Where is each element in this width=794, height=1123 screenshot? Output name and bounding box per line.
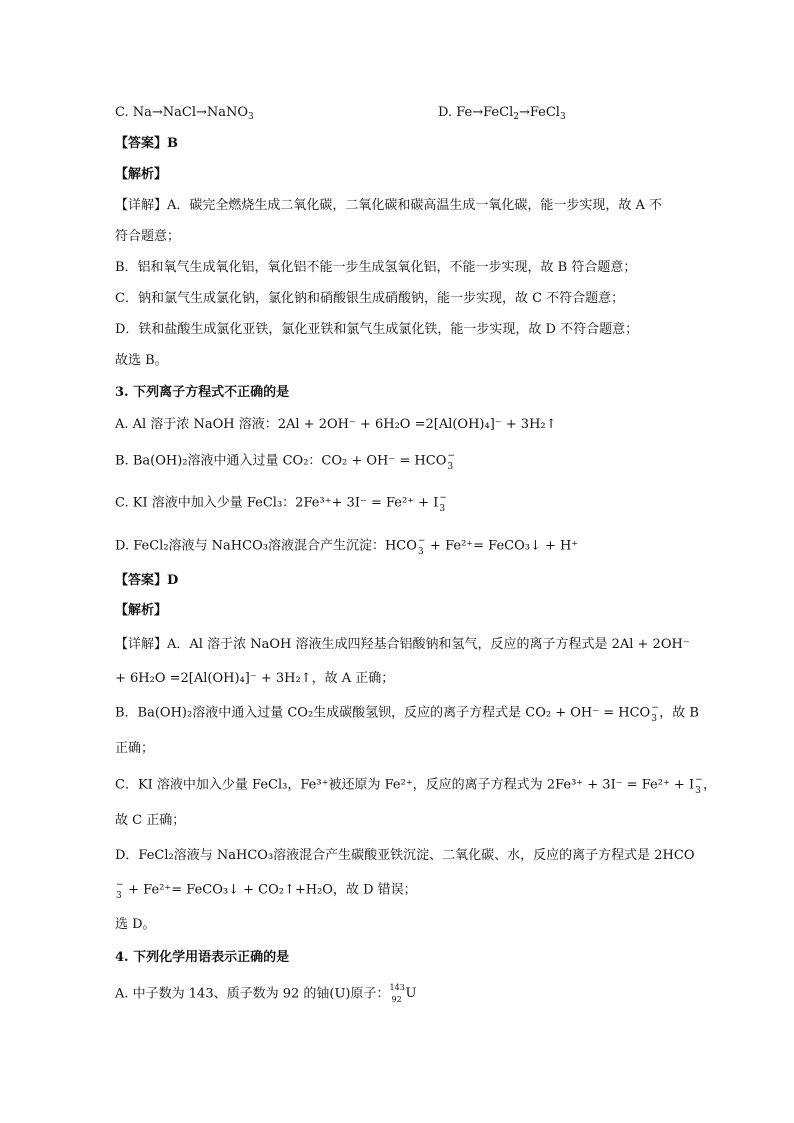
detail-line: B．Ba(OH)₂溶液中通入过量 CO₂生成碳酸氢钡，反应的离子方程式是 CO₂ + OH⁻ = HCO − 3 ，故 B (115, 703, 699, 724)
analysis-label: 【解析】 (115, 603, 168, 618)
option-d: D. FeCl₂溶液与 NaHCO₃溶液混合产生沉淀：HCO − 3 + Fe²⁺= FeCO₃↓ + H⁺ (115, 536, 579, 557)
ion-charge: − 3 (439, 493, 447, 514)
detail-line: C．钠和氯气生成氯化钠，氯化钠和硝酸银生成硝酸钠，能一步实现，故 C 不符合题意； (115, 291, 625, 306)
detail-line: D．FeCl₂溶液与 NaHCO₃溶液混合产生碳酸亚铁沉淀、二氧化碳、水，反应的离子方程式是 2HCO (115, 848, 695, 863)
detail-line: D．铁和盐酸生成氯化亚铁，氯化亚铁和氯气生成氯化铁，能一步实现，故 D 不符合题意； (115, 322, 639, 337)
conclusion: 故选 B。 (115, 353, 168, 368)
ion-charge: − 3 (417, 536, 426, 557)
analysis-label: 【解析】 (115, 167, 168, 182)
detail-line: C．KI 溶液中加入少量 FeCl₃，Fe³⁺被还原为 Fe²⁺，反应的离子方程式为 2Fe³⁺ + 3I⁻ = Fe²⁺ + I − 3 ， (115, 775, 717, 796)
option-c: C. Na→NaCl→NaNO$_3$ (115, 105, 254, 122)
option-a: A. Al 溶于浓 NaOH 溶液：2Al + 2OH⁻ + 6H₂O =2[Al(OH)₄]⁻ + 3H₂↑ (115, 417, 557, 432)
option-d: D. Fe→FeCl$_2$→FeCl$_3$ (438, 105, 566, 122)
ion-charge: − 3 (116, 880, 124, 901)
detail-line: + 6H₂O =2[Al(OH)₄]⁻ + 3H₂↑，故 A 正确； (115, 671, 395, 686)
ion-charge: − 3 (447, 451, 455, 472)
answer-label: 【答案】B (115, 136, 178, 151)
option-b: B. Ba(OH)₂溶液中通入过量 CO₂：CO₂ + OH⁻ = HCO − 3 (115, 451, 455, 472)
detail-line: 符合题意； (115, 229, 181, 244)
question-stem: 4. 下列化学用语表示正确的是 (115, 950, 290, 965)
nuclide-symbol: 143 92 U (389, 983, 417, 1004)
ion-charge: − 3 (651, 703, 659, 724)
question-stem: 3. 下列离子方程式不正确的是 (115, 385, 290, 400)
option-c: C. KI 溶液中加入少量 FeCl₃：2Fe³⁺+ 3I⁻ = Fe²⁺ + I − 3 (115, 493, 447, 514)
detail-line: 【详解】A．Al 溶于浓 NaOH 溶液生成四羟基合铝酸钠和氢气，反应的离子方程式是 2Al + 2OH⁻ (115, 637, 690, 652)
ion-charge: − 3 (695, 775, 703, 796)
option-a: A. 中子数为 143、质子数为 92 的铀(U)原子： 143 92 U (115, 983, 417, 1004)
conclusion: 选 D。 (115, 917, 156, 932)
detail-line: − 3 + Fe²⁺= FeCO₃↓ + CO₂↑+H₂O，故 D 错误； (116, 880, 417, 901)
detail-line: 【详解】A．碳完全燃烧生成二氧化碳，二氧化碳和碳高温生成一氧化碳，能一步实现，故 A 不 (115, 198, 663, 213)
detail-line: B．铝和氧气生成氧化铝，氧化铝不能一步生成氢氧化铝，不能一步实现，故 B 符合题意； (115, 260, 637, 275)
answer-label: 【答案】D (115, 573, 179, 588)
detail-line: 故 C 正确； (115, 813, 186, 828)
detail-line: 正确； (115, 741, 155, 756)
